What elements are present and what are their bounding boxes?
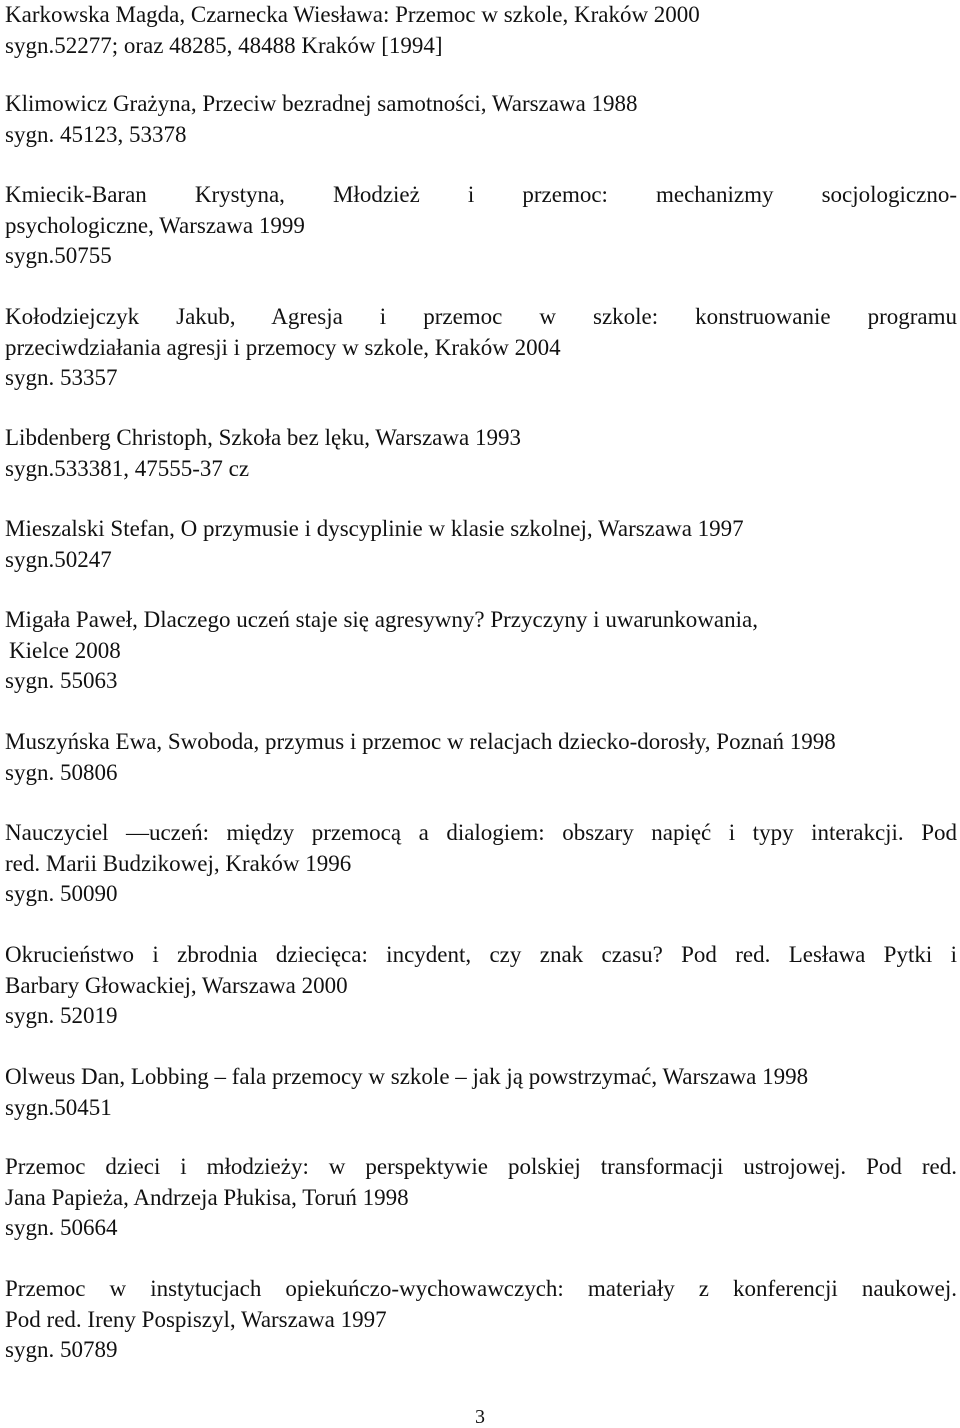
entry-line: sygn. 45123, 53378: [5, 121, 187, 147]
entry-line: Przemoc w instytucjach opiekuńczo-wychowawczych: materiały z konferencji naukowej.: [5, 1276, 957, 1301]
entry-line: Klimowicz Grażyna, Przeciw bezradnej samotności, Warszawa 1988: [5, 91, 638, 116]
entry-line: sygn.533381, 47555-37 cz: [5, 455, 250, 481]
entry-line: sygn. 53357: [5, 365, 118, 390]
entry-line: Jana Papieża, Andrzeja Płukisa, Toruń 1998: [5, 1184, 409, 1210]
entry-line: sygn. 55063: [5, 668, 118, 693]
bibliography-entry: [5, 0, 957, 61]
entry-line: Libdenberg Christoph, Szkoła bez lęku, Warszawa 1993: [5, 425, 521, 450]
entry-line: Kmiecik-Baran Krystyna, Młodzież i przemoc: mechanizmy socjologiczno-: [5, 182, 957, 207]
entry-line: przeciwdziałania agresji i przemocy w szkole, Kraków 2004: [5, 334, 561, 360]
entry-line: Kołodziejczyk Jakub, Agresja i przemoc w szkole: konstruowanie programu: [5, 304, 957, 329]
bibliography-entry: [5, 302, 957, 394]
bibliography-entry: [5, 605, 957, 697]
bibliography-entry: [5, 1062, 957, 1123]
bibliography-entry: [5, 727, 957, 788]
bibliography-entry: [5, 1274, 957, 1366]
bibliography-entry: [5, 180, 957, 272]
entry-line: Przemoc dzieci i młodzieży: w perspektywie polskiej transformacji ustrojowej. Pod red.: [5, 1154, 957, 1179]
entry-line: Mieszalski Stefan, O przymusie i dyscyplinie w klasie szkolnej, Warszawa 1997: [5, 516, 744, 541]
entry-line: sygn. 50789: [5, 1337, 118, 1362]
entry-line: Pod red. Ireny Pospiszyl, Warszawa 1997: [5, 1306, 387, 1332]
entry-line: Olweus Dan, Lobbing – fala przemocy w szkole – jak ją powstrzymać, Warszawa 1998: [5, 1064, 809, 1089]
entry-line: Nauczyciel —uczeń: między przemocą a dialogiem: obszary napięć i typy interakcji. Pod: [5, 820, 957, 845]
entry-line: sygn. 50806: [5, 759, 118, 785]
entry-line: Barbary Głowackiej, Warszawa 2000: [5, 972, 348, 998]
bibliography-entry: [5, 423, 957, 484]
entry-line: sygn.50755: [5, 243, 112, 268]
entry-line: sygn.52277; oraz 48285, 48488 Kraków [1994]: [5, 32, 443, 58]
bibliography-entry: [5, 89, 957, 150]
entry-line: Okrucieństwo i zbrodnia dziecięca: incydent, czy znak czasu? Pod red. Lesława Pytki i: [5, 942, 957, 967]
entry-line: sygn. 50090: [5, 881, 118, 906]
entry-line: Migała Paweł, Dlaczego uczeń staje się agresywny? Przyczyny i uwarunkowania,: [5, 607, 758, 632]
entry-line: Karkowska Magda, Czarnecka Wiesława: Przemoc w szkole, Kraków 2000: [5, 2, 700, 27]
entry-line: Muszyńska Ewa, Swoboda, przymus i przemoc w relacjach dziecko-dorosły, Poznań 1998: [5, 729, 836, 754]
entry-line: psychologiczne, Warszawa 1999: [5, 212, 305, 238]
entry-line: sygn.50247: [5, 546, 112, 572]
bibliography-entry: [5, 514, 957, 575]
entry-line: sygn. 50664: [5, 1215, 118, 1240]
entry-line: sygn.50451: [5, 1094, 112, 1120]
page-number: 3: [475, 1406, 485, 1428]
entry-line: Kielce 2008: [9, 637, 121, 663]
bibliography-entry: [5, 940, 957, 1032]
bibliography-entry: [5, 1152, 957, 1244]
entry-line: red. Marii Budzikowej, Kraków 1996: [5, 850, 352, 876]
bibliography-entry: [5, 818, 957, 910]
entry-line: sygn. 52019: [5, 1003, 118, 1028]
